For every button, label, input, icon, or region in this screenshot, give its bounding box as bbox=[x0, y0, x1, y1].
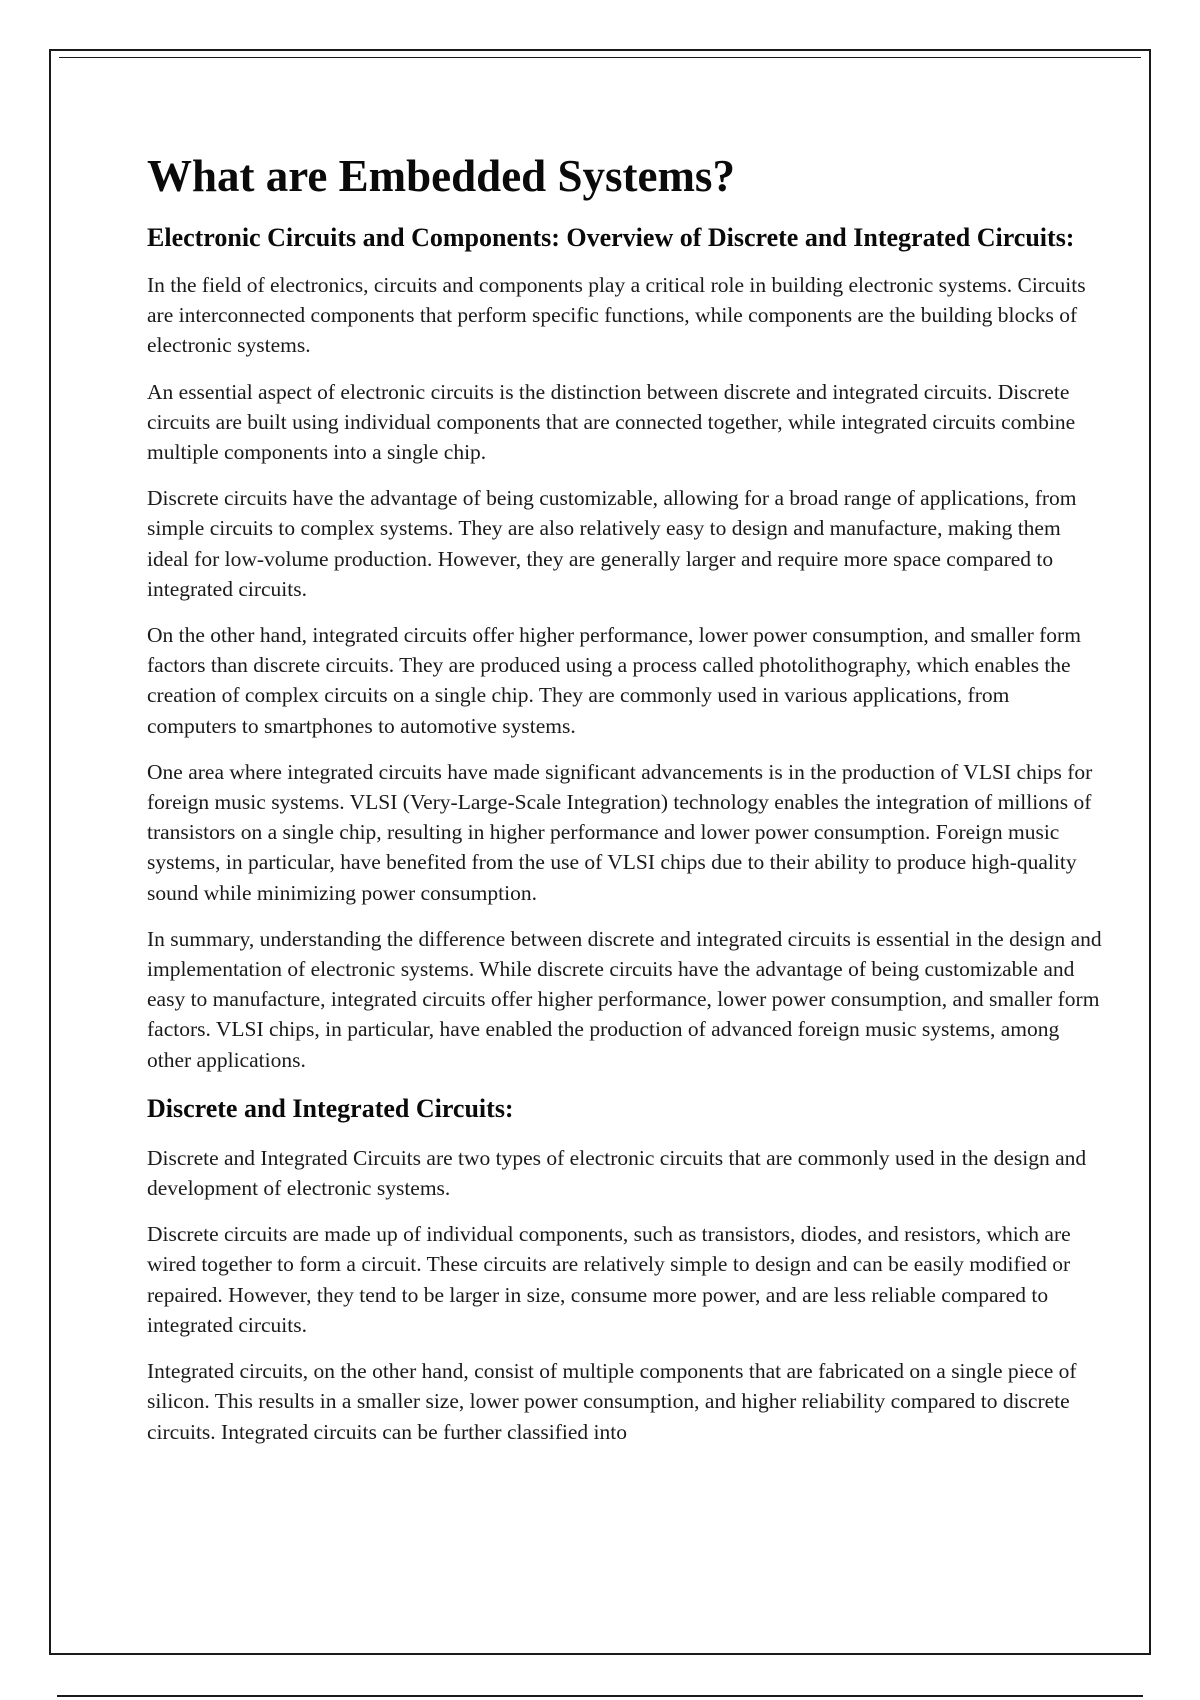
paragraph: An essential aspect of electronic circuits is the distinction between discrete and integrated circuits. Discrete circuits are built using individual components that are connected together, while integrated circuits combine multiple components into a single chip. bbox=[147, 379, 1076, 465]
paragraph: On the other hand, integrated circuits offer higher performance, lower power consumption, and smaller form factors than discrete circuits. They are produced using a process called photolithography, which enables the creation of complex circuits on a single chip. They are commonly used in various applications, from computers to smartphones to automotive systems. bbox=[147, 623, 1081, 738]
paragraph: In the field of electronics, circuits and components play a critical role in building electronic systems. Circuits are interconnected components that perform specific functions, while components are the building blocks of electronic systems. bbox=[147, 273, 1086, 358]
section-heading: Discrete and Integrated Circuits: bbox=[147, 1093, 514, 1123]
document-body bbox=[147, 149, 1102, 1463]
paragraph: Discrete circuits are made up of individual components, such as transistors, diodes, and resistors, which are wired together to form a circuit. These circuits are relatively simple to design and can be easily modified or repaired. However, they tend to be larger in size, consume more power, and are less reliable compared to integrated circuits. bbox=[147, 1222, 1071, 1337]
page-border bbox=[49, 49, 1151, 1655]
section-heading: Electronic Circuits and Components: Overview of Discrete and Integrated Circuits: bbox=[147, 223, 1075, 252]
page-bottom-rule bbox=[57, 1695, 1143, 1697]
page-top-rule bbox=[59, 57, 1141, 58]
paragraph: Discrete and Integrated Circuits are two types of electronic circuits that are commonly used in the design and development of electronic systems. bbox=[147, 1145, 1087, 1201]
paragraph: One area where integrated circuits have made significant advancements is in the production of VLSI chips for foreign music systems. VLSI (Very-Large-Scale Integration) technology enables the integration of millions of transistors on a single chip, resulting in higher performance and lower power consumption. Foreign music systems, in particular, have benefited from the use of VLSI chips due to their ability to produce high-quality sound while minimizing power consumption. bbox=[147, 759, 1093, 905]
paragraph: Integrated circuits, on the other hand, consist of multiple components that are fabricated on a single piece of silicon. This results in a smaller size, lower power consumption, and higher reliability compared to discrete circuits. Integrated circuits can be further classified into bbox=[147, 1359, 1077, 1444]
document-title: What are Embedded Systems? bbox=[147, 151, 735, 201]
paragraph: Discrete circuits have the advantage of being customizable, allowing for a broad range of applications, from simple circuits to complex systems. They are also relatively easy to design and manufacture, making them ideal for low-volume production. However, they are generally larger and require more space compared to integrated circuits. bbox=[147, 486, 1077, 601]
paragraph: In summary, understanding the difference between discrete and integrated circuits is essential in the design and implementation of electronic systems. While discrete circuits have the advantage of being customizable and easy to manufacture, integrated circuits offer higher performance, lower power consumption, and smaller form factors. VLSI chips, in particular, have enabled the production of advanced foreign music systems, among other applications. bbox=[147, 926, 1102, 1072]
